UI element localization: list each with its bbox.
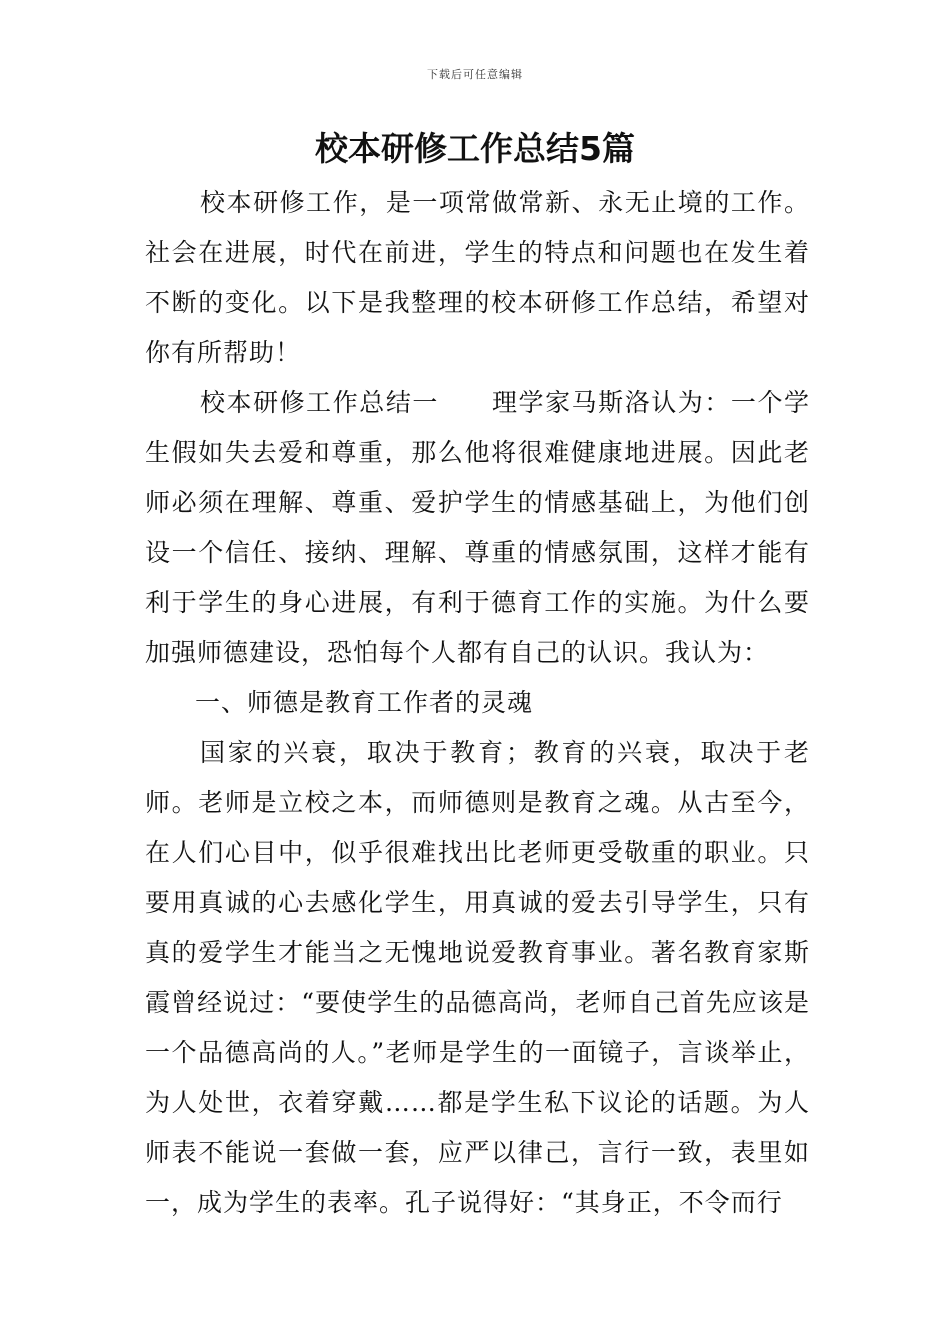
section-paragraph: 国家的兴衰，取决于教育；教育的兴衰，取决于老师。老师是立校之本，而师德则是教育之魂。从古至今，在人们心目中，似乎很难找出比老师更受敬重的职业。只要用真诚的心去感化学生，用真诚的爱去引导学生，只有真的爱学生才能当之无愧地说爱教育事业。著名教育家斯霞曾经说过：“要使学生的品德高尚，老师自己首先应该是一个品德高尚的人。”老师是学生的一面镜子，言谈举止，为人处世，衣着穿戴……都是学生私下议论的话题。为人师表不能说一套做一套，应严以律己，言行一致，表里如一，成为学生的表率。孔子说得好：“其身正，不令而行 [145, 738, 810, 1217]
section-heading: 一、师德是教育工作者的灵魂 [195, 688, 534, 717]
document-body [145, 178, 810, 1228]
document-title: 校本研修工作总结5篇 [315, 129, 635, 168]
header-note: 下载后可任意编辑 [427, 68, 523, 81]
intro-paragraph: 校本研修工作，是一项常做常新、永无止境的工作。社会在进展，时代在前进，学生的特点和问题也在发生着不断的变化。以下是我整理的校本研修工作总结，希望对你有所帮助！ [145, 188, 810, 367]
summary-one-paragraph: 校本研修工作总结一 理学家马斯洛认为：一个学生假如失去爱和尊重，那么他将很难健康地进展。因此老师必须在理解、尊重、爱护学生的情感基础上，为他们创设一个信任、接纳、理解、尊重的情感氛围，这样才能有利于学生的身心进展，有利于德育工作的实施。为什么要加强师德建设，恐怕每个人都有自己的认识。我认为： [145, 388, 810, 667]
